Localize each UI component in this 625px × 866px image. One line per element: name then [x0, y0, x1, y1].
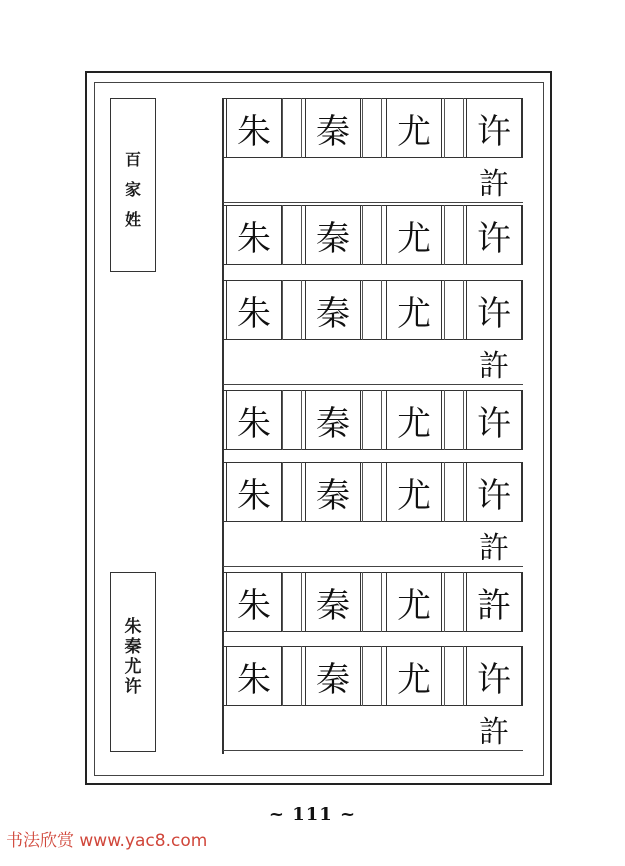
traditional-character: 許 [479, 349, 509, 384]
row-line [223, 384, 523, 385]
grid-gap [444, 98, 464, 158]
grid-gap [282, 390, 302, 450]
side-title-char: 百 [124, 150, 141, 169]
side-title-box [110, 98, 156, 272]
character-cell: 朱 [226, 205, 282, 265]
character-cell: 许 [466, 280, 522, 340]
character-cell: 尤 [386, 646, 442, 706]
character-cell: 朱 [226, 280, 282, 340]
grid-gap [444, 390, 464, 450]
watermark: 书法欣赏 www.yac8.com [6, 831, 208, 851]
character-cell: 尤 [386, 462, 442, 522]
grid-gap [362, 646, 382, 706]
character-cell: 朱 [226, 390, 282, 450]
character-cell: 秦 [305, 280, 361, 340]
row-line [223, 750, 523, 751]
row-line [223, 202, 523, 203]
grid-gap [362, 280, 382, 340]
grid-gap [282, 280, 302, 340]
character-cell: 秦 [305, 98, 361, 158]
row-line [223, 566, 523, 567]
grid-gap [444, 646, 464, 706]
side-title-char: 家 [124, 180, 141, 199]
character-cell: 朱 [226, 462, 282, 522]
character-cell: 尤 [386, 98, 442, 158]
grid-gap [362, 98, 382, 158]
character-cell: 秦 [305, 572, 361, 632]
traditional-character: 許 [479, 531, 509, 566]
character-cell: 秦 [305, 646, 361, 706]
grid-gap [282, 205, 302, 265]
character-cell: 许 [466, 98, 522, 158]
side-surname-char: 秦 [124, 637, 142, 657]
character-cell: 许 [466, 462, 522, 522]
character-cell: 尤 [386, 280, 442, 340]
character-cell: 秦 [305, 462, 361, 522]
traditional-character: 許 [479, 167, 509, 202]
side-surname-char: 朱 [124, 617, 142, 637]
character-cell: 許 [466, 572, 522, 632]
grid-gap [444, 205, 464, 265]
side-surname-char: 许 [124, 677, 142, 697]
character-cell: 尤 [386, 390, 442, 450]
character-cell: 尤 [386, 205, 442, 265]
grid-gap [282, 98, 302, 158]
grid-gap [444, 572, 464, 632]
character-cell: 尤 [386, 572, 442, 632]
character-cell: 朱 [226, 98, 282, 158]
side-surname-char: 尤 [124, 657, 142, 677]
character-cell: 秦 [305, 390, 361, 450]
character-cell: 许 [466, 390, 522, 450]
character-cell: 许 [466, 646, 522, 706]
side-surnames-box [110, 572, 156, 752]
grid-gap [362, 205, 382, 265]
grid-gap [362, 462, 382, 522]
page-number: ~ 111 ~ [268, 804, 357, 825]
character-cell: 秦 [305, 205, 361, 265]
character-cell: 许 [466, 205, 522, 265]
grid-gap [362, 572, 382, 632]
character-cell: 朱 [226, 572, 282, 632]
grid-gap [282, 646, 302, 706]
grid-gap [444, 462, 464, 522]
grid-gap [282, 572, 302, 632]
grid-gap [362, 390, 382, 450]
side-title-char: 姓 [124, 210, 141, 229]
character-cell: 朱 [226, 646, 282, 706]
traditional-character: 許 [479, 715, 509, 750]
grid-gap [444, 280, 464, 340]
grid-gap [282, 462, 302, 522]
